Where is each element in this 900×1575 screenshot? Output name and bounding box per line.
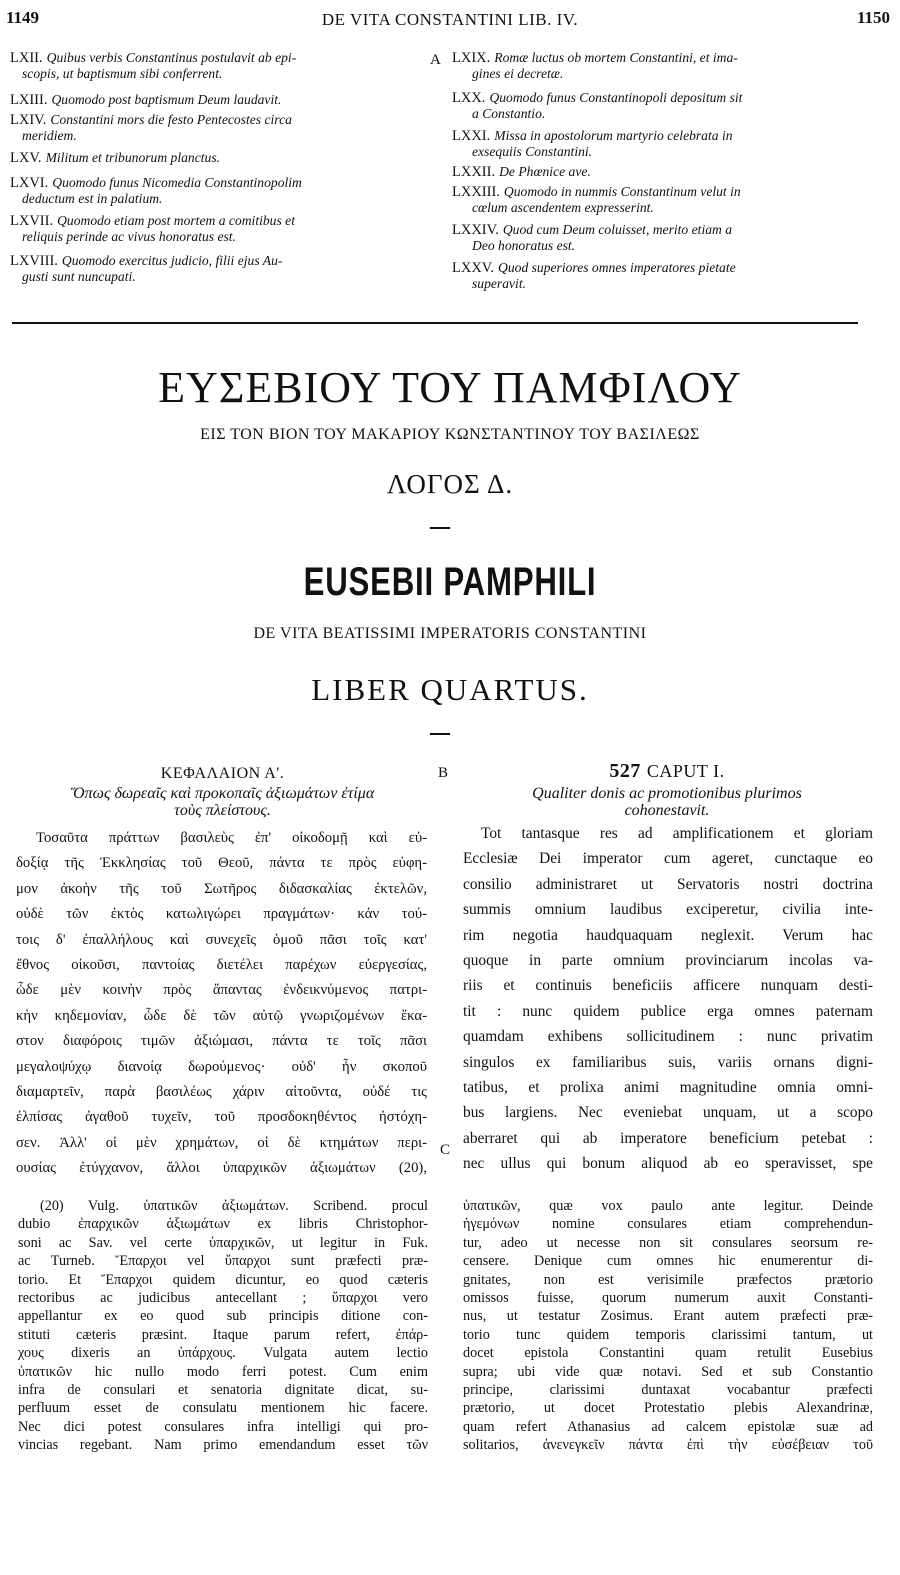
subheading-line: τοὺς πλείστους. [174, 802, 271, 819]
toc-text: Romæ luctus ob mortem Constantini, et ima- [494, 50, 738, 65]
margin-marker-b: B [438, 765, 449, 781]
note-line: solitarios, ἀνενεγκεῖν πάντα ἐπὶ τὴν εὐσέβειαν τοῦ [463, 1437, 873, 1454]
toc-number: LXIV. [10, 112, 47, 128]
latin-subtitle: DE VITA BEATISSIMI IMPERATORIS CONSTANTINI [253, 625, 647, 642]
toc-number: LXXIII. [452, 184, 500, 200]
text-line: κὴν κηδεμονίαν, ὧδε δὲ τῶν αὐτῷ γνωριζομένων ἕκα- [16, 1007, 427, 1024]
toc-number: LXXV. [452, 260, 495, 276]
text-line: bus largiens. Nec eveniebat unquam, ut a scopo [463, 1104, 873, 1122]
toc-text: Quomodo funus Nicomedia Constantinopolim [52, 175, 302, 190]
greek-main-title: ΕΥΣΕΒΙΟΥ ΤΟΥ ΠΑΜΦΙΛΟΥ [158, 363, 742, 412]
toc-entry [452, 128, 870, 160]
caput-title: CAPUT I. [646, 761, 725, 781]
note-line: censere. Denique cum omnes hic enumerentur di- [463, 1253, 873, 1270]
toc-number: LXV. [10, 150, 42, 166]
toc-text: Quomodo in nummis Constantinum velut in [503, 184, 741, 199]
note-line: tur, adeo ut necesse non sit consulares seorsum re- [463, 1234, 873, 1251]
text-line: summis omnium laudibus exciperetur, civilia inte- [463, 901, 873, 919]
toc-entry [452, 50, 870, 82]
footnote-left [18, 1197, 428, 1455]
toc-entry [10, 92, 428, 108]
toc-text: De Phœnice ave. [499, 164, 591, 179]
text-line: δοξίᾳ τῆς Ἐκκλησίας τοῦ Θεοῦ, πάντα τε πρὸς εὐφη- [16, 855, 427, 872]
toc-text: deductum est in palatium. [22, 191, 163, 207]
section-rule [12, 322, 858, 324]
margin-marker-a: A [430, 52, 441, 68]
note-line: ὑπατικῶν hic nullo modo ferri potest. Cum enim [18, 1363, 428, 1380]
toc-text: Quibus verbis Constantinus postulavit ab epi- [46, 50, 297, 65]
note-line: nus, ut testatur Zosimus. Erant autem præfecti præ- [463, 1308, 873, 1325]
text-line: τοις δ' ἐπαλλήλους καὶ συνεχεῖς ὁμοῦ πᾶσι τοῖς κατ' [16, 931, 427, 948]
latin-body-text [463, 821, 873, 1177]
text-line: Ecclesiæ Dei imperator cum ageret, cunctaque eo [463, 850, 873, 868]
toc-text: meridiem. [22, 128, 77, 144]
text-line: quoque in parte omnium provinciarum incolas va- [463, 952, 873, 970]
toc-entry [10, 175, 428, 207]
text-line: riis et continuis beneficiis afficere nunquam desti- [463, 977, 873, 995]
text-line: ἐλπίσας ἀγαθοῦ τυχεῖν, τοῦ προσδοκηθέντος ἠστόχη- [16, 1109, 427, 1126]
note-line: torio. Et Ἔπαρχοι quidem dicuntur, eo quod cæteris [18, 1271, 428, 1288]
toc-number: LXIX. [452, 50, 491, 66]
note-line: ἡγεμόνων nomine consulares etiam comprehendun- [463, 1216, 873, 1233]
text-line: διαμαρτεῖν, παρὰ βασιλέως χάριν αἰτοῦντα, οὐδέ τις [16, 1084, 427, 1101]
text-line: tatibus, et prolixa animi magnitudine omnia omni- [463, 1079, 873, 1097]
toc-number: LXII. [10, 50, 43, 66]
toc-line [10, 50, 428, 66]
note-line: perfluum esset de consulatu mentionem hic facere. [18, 1400, 428, 1417]
toc-text: gusti sunt nuncupati. [22, 269, 136, 285]
toc-number: LXVI. [10, 175, 49, 191]
toc-text: gines ei decretæ. [472, 66, 564, 82]
toc-entry [10, 50, 428, 82]
text-line: Tot tantasque res ad amplificationem et gloriam [481, 825, 873, 842]
toc-number: LXXI. [452, 128, 491, 144]
subheading-line: Ὅπως δωρεαῖς καὶ προκοπαῖς ἀξιωμάτων ἐτίμα [70, 785, 375, 802]
toc-text: Militum et tribunorum planctus. [45, 150, 221, 165]
page-number-right: 1150 [856, 8, 890, 27]
running-title: DE VITA CONSTANTINI LIB. IV. [321, 10, 579, 29]
note-line: omissos fuisse, quorum numerum auxit Constanti- [463, 1290, 873, 1307]
text-line: οὐδὲ τῶν ἐκτὸς κατωλιγώρει πραγμάτων· κἀν τού- [16, 906, 427, 923]
note-line: soni ac Sav. vel certe ὑπαρχικῶν, ut legitur in Fuk. [18, 1234, 428, 1251]
note-line: vincias regebant. Nam primo emendandum esset τῶν [18, 1437, 428, 1454]
latin-book-title: LIBER QUARTUS. [311, 672, 589, 707]
title-dash [430, 733, 450, 735]
toc-text: superavit. [472, 276, 526, 292]
text-line: ἔθνος οἰκοῦσι, παντοίας διετέλει παρέχων εὐεργεσίας, [16, 957, 427, 974]
text-line: aberraret qui ab imperatore beneficium petebat : [463, 1129, 873, 1147]
text-line: tit : nunc quidem publice erga omnes paternam [463, 1002, 873, 1020]
text-line: nec ullus qui bonum aliquod ab eo speravisset, spe [463, 1155, 873, 1173]
toc-text: Deo honoratus est. [472, 238, 576, 254]
toc-text: Quod cum Deum coluisset, merito etiam a [502, 222, 733, 237]
note-line: rectoribus ac judicibus antecellant ; ὕπαρχοι vero [18, 1290, 428, 1307]
toc-text: Quomodo etiam post mortem a comitibus et [57, 213, 295, 228]
toc-text: cœlum ascendentem expresserint. [472, 200, 654, 216]
toc-text: exsequiis Constantini. [472, 144, 593, 160]
toc-text: Quomodo funus Constantinopoli depositum sit [489, 90, 743, 105]
toc-entry [452, 222, 870, 254]
note-line: ac Turneb. Ἔπαρχοι vel ὕπαρχοι sunt præfecti præ- [18, 1253, 428, 1270]
toc-entry [10, 150, 428, 166]
note-line: torio tunc quidem temporis clarissimi tantum, ut [463, 1326, 873, 1343]
toc-number: LXXII. [452, 164, 496, 180]
note-line: (20) Vulg. ὑπατικῶν ἀξιωμάτων. Scribend. procul [40, 1198, 428, 1214]
toc-entry [452, 90, 870, 122]
toc-entry [10, 253, 428, 285]
note-line: stituti cæteris præsint. Itaque parum refert, ἐπάρ- [18, 1326, 428, 1343]
note-line: appellantur ex eo quod sub principis ditione con- [18, 1308, 428, 1325]
toc-number: LXIII. [10, 92, 48, 108]
greek-subtitle: ΕΙΣ ΤΟΝ ΒΙΟΝ ΤΟΥ ΜΑΚΑΡΙΟΥ ΚΩΝΣΤΑΝΤΙΝΟΥ ΤΟΥ ΒΑΣΙΛΕΩΣ [200, 426, 700, 443]
greek-book-title: ΛΟΓΟΣ Δ. [386, 469, 514, 499]
greek-body-text [16, 826, 427, 1182]
note-line: prætorio, ut docet Protestatio plebis Alexandrinæ, [463, 1400, 873, 1417]
toc-number: LXVII. [10, 213, 54, 229]
text-line: ὧδε μὲν κοινὴν πρὸς ἅπαντας ἐνδεικνύμενος πατρι- [16, 982, 427, 999]
note-line: docet epistola Constantini quam retulit Eusebius [463, 1345, 873, 1362]
text-line: στον διαφόροις τιμῶν ἀξιώμασι, πάντα τε τοῖς πᾶσι [16, 1033, 427, 1050]
latin-chapter-subheading [462, 785, 872, 819]
text-line: ουσίας ἐτύγχανον, ἄλλοι ὑπαρχικῶν ἀξιωμάτων (20), [16, 1160, 427, 1177]
note-line: gnitates, non est verisimile præfectos prætorio [463, 1271, 873, 1288]
subheading-line: cohonestavit. [624, 802, 710, 819]
latin-chapter-heading [462, 760, 872, 783]
toc-text: Quomodo post baptismum Deum laudavit. [51, 92, 282, 107]
greek-chapter-subheading [20, 785, 425, 819]
text-line: singulos ex familiaribus suis, variis ornans digni- [463, 1053, 873, 1071]
toc-number: LXXIV. [452, 222, 499, 238]
text-line: Τοσαῦτα πράττων βασιλεὺς ἐπ' οἰκοδομῇ καὶ εὐ- [36, 830, 427, 846]
text-line: σεν. Ἀλλ' οἱ μὲν χρημάτων, οἱ δὲ κτημάτων περι- [16, 1134, 427, 1151]
greek-chapter-heading: ΚΕΦΑΛΑΙΟΝ Α'. [160, 765, 285, 782]
latin-main-title: EUSEBII PAMPHILI [303, 560, 597, 604]
note-line: infra de consulari et senatoria dignitate dicat, su- [18, 1382, 428, 1399]
note-line: supra; ubi vide quæ notavi. Sed et sub Constantio [463, 1363, 873, 1380]
note-line: quam refert Athanasius ad calcem epistolæ suæ ad [463, 1418, 873, 1435]
toc-entry [452, 164, 870, 180]
toc-number: LXVIII. [10, 253, 58, 269]
footnote-right [463, 1197, 873, 1455]
toc-entry [452, 260, 870, 292]
toc-text: Missa in apostolorum martyrio celebrata in [494, 128, 733, 143]
text-line: μεγαλοψύχῳ διανοίᾳ δωρούμενος· οὐδ' ἦν σκοποῦ [16, 1058, 427, 1075]
note-line: dubio ἐπαρχικῶν ἀξιωμάτων ex libris Christophor- [18, 1216, 428, 1233]
subheading-line: Qualiter donis ac promotionibus plurimos [532, 785, 802, 802]
toc-text: Constantini mors die festo Pentecostes circa [50, 112, 292, 127]
toc-number: LXX. [452, 90, 486, 106]
note-line: Nec dici potest consulares infra intelligi qui pro- [18, 1418, 428, 1435]
toc-text: scopis, ut baptismum sibi conferrent. [22, 66, 223, 82]
toc-entry [452, 184, 870, 216]
title-dash [430, 527, 450, 529]
toc-entry [10, 213, 428, 245]
toc-entry [10, 112, 428, 144]
column-number: 527 [609, 760, 641, 782]
toc-text: a Constantio. [472, 106, 546, 122]
page-number-left: 1149 [6, 8, 40, 27]
toc-left-column [10, 50, 428, 300]
text-line: quamdam exhibens sollicitudinem : nunc privatim [463, 1028, 873, 1046]
note-line: χους dixeris an ὑπάρχους. Vulgata autem lectio [18, 1345, 428, 1362]
margin-marker-c: C [440, 1142, 451, 1158]
text-line: consilio administraret ut Servatoris nostri doctrina [463, 875, 873, 893]
text-line: rim negotia haudquaquam neglexit. Verum hac [463, 926, 873, 944]
text-line: μον ἀκοὴν τῆς τοῦ Σωτῆρος διδασκαλίας ἐκτελῶν, [16, 880, 427, 897]
toc-right-column [452, 50, 870, 300]
note-line: principe, clarissimi duntaxat vocabantur præfecti [463, 1382, 873, 1399]
toc-text: Quomodo exercitus judicio, filii ejus Au- [61, 253, 283, 268]
toc-text: Quod superiores omnes imperatores pietate [498, 260, 736, 275]
note-line: ὑπατικῶν, quæ vox paulo ante legitur. Deinde [463, 1198, 873, 1214]
toc-text: reliquis perinde ac vivus honoratus est. [22, 229, 236, 245]
